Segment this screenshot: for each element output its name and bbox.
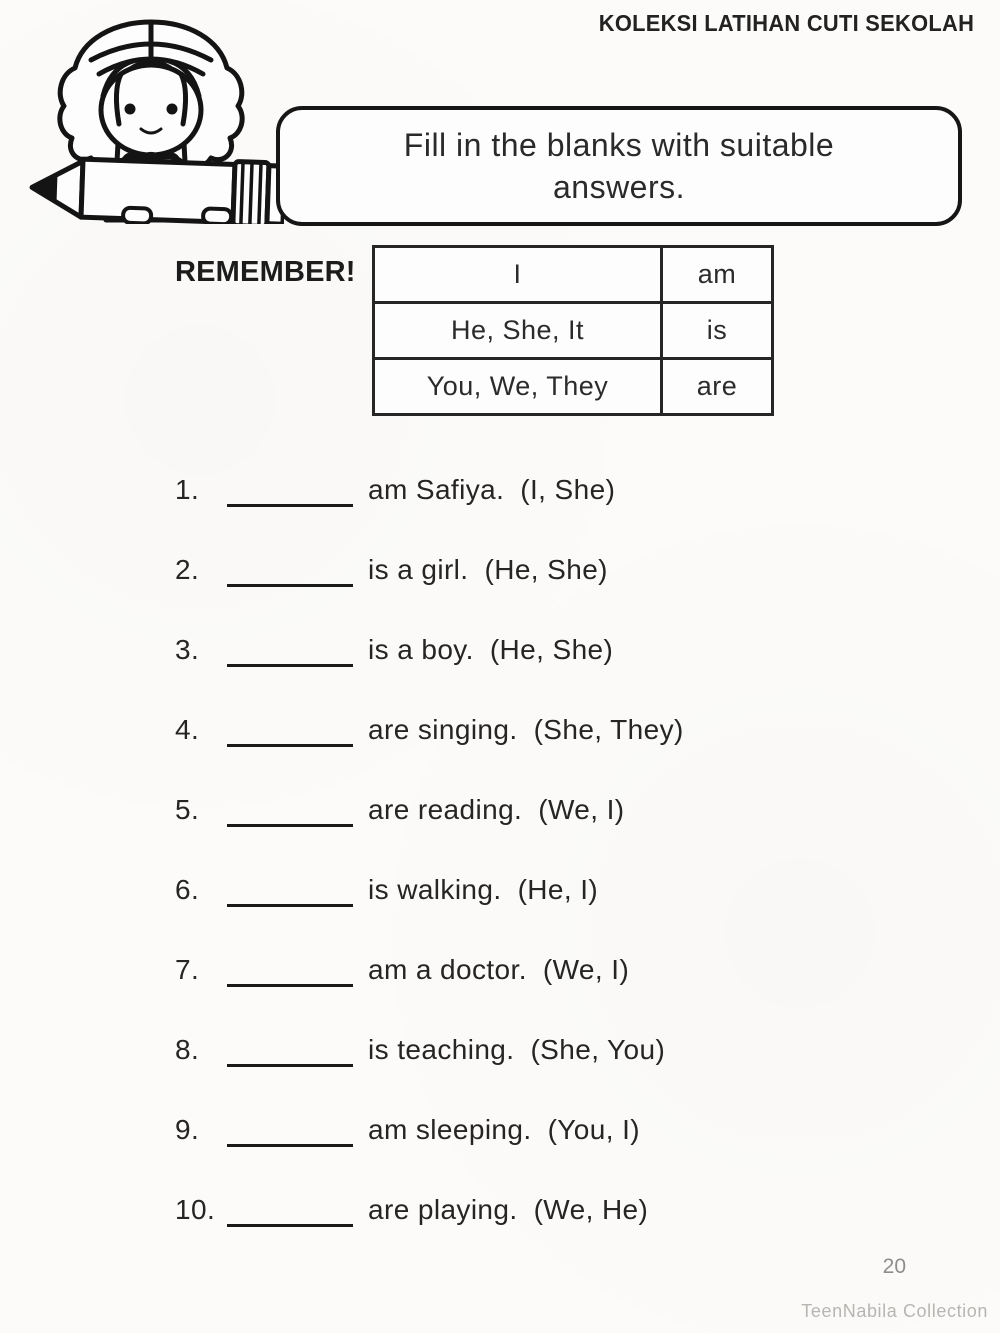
question-options: (We, I) [538, 794, 625, 825]
question-text: are playing. [368, 1194, 518, 1225]
table-row [374, 247, 773, 303]
instruction-line-2: answers. [552, 169, 686, 205]
question-options: (She, They) [533, 714, 684, 745]
watermark-credit: TeenNabila Collection [801, 1301, 988, 1321]
answer-blank-8[interactable] [227, 1034, 353, 1067]
question-row-8 [175, 1010, 895, 1090]
page-number: 20 [882, 1255, 906, 1278]
question-options: (He, She) [489, 634, 614, 665]
answer-blank-3[interactable] [227, 634, 353, 667]
question-number: 2. [175, 554, 200, 585]
subject-cell: You, We, They [374, 359, 662, 415]
question-number: 3. [175, 634, 200, 665]
question-options: (I, She) [520, 474, 616, 505]
question-options: (She, You) [530, 1034, 666, 1065]
answer-blank-7[interactable] [227, 954, 353, 987]
table-row [374, 303, 773, 359]
question-number: 10. [175, 1194, 216, 1225]
verb-cell: is [662, 303, 773, 359]
remember-table [372, 245, 774, 416]
question-text: are reading. [368, 794, 523, 825]
question-list [175, 450, 895, 1250]
question-text: is a girl. [368, 554, 469, 585]
verb-cell: am [662, 247, 773, 303]
question-text: am sleeping. [368, 1114, 532, 1145]
question-row-6 [175, 850, 895, 930]
question-text: is a boy. [368, 634, 474, 665]
question-row-1 [175, 450, 895, 530]
question-row-7 [175, 930, 895, 1010]
question-text: am Safiya. [368, 474, 505, 505]
answer-blank-5[interactable] [227, 794, 353, 827]
answer-blank-1[interactable] [227, 474, 353, 507]
girl-with-pencil-icon [18, 12, 284, 224]
question-row-5 [175, 770, 895, 850]
question-row-10 [175, 1170, 895, 1250]
question-row-9 [175, 1090, 895, 1170]
question-options: (We, He) [533, 1194, 649, 1225]
question-options: (He, She) [484, 554, 608, 585]
pencil-icon [31, 154, 284, 224]
girl-with-pencil-illustration [18, 12, 284, 224]
question-text: is teaching. [368, 1034, 515, 1065]
question-number: 5. [175, 794, 200, 825]
subject-cell: I [374, 247, 662, 303]
question-row-3 [175, 610, 895, 690]
answer-blank-9[interactable] [227, 1114, 353, 1147]
answer-blank-2[interactable] [227, 554, 353, 587]
question-number: 1. [175, 474, 200, 505]
question-text: is walking. [368, 874, 502, 905]
question-options: (We, I) [542, 954, 630, 985]
answer-blank-4[interactable] [227, 714, 353, 747]
instruction-line-1: Fill in the blanks with suitable [403, 126, 835, 163]
question-row-4 [175, 690, 895, 770]
answer-blank-6[interactable] [227, 874, 353, 907]
answer-blank-10[interactable] [227, 1194, 353, 1227]
table-row [374, 359, 773, 415]
question-number: 9. [175, 1114, 200, 1145]
question-number: 8. [175, 1034, 200, 1065]
remember-label: REMEMBER! [175, 256, 356, 288]
question-options: (He, I) [517, 874, 599, 905]
question-text: are singing. [368, 714, 518, 745]
question-number: 6. [175, 874, 200, 905]
subject-cell: He, She, It [374, 303, 662, 359]
instruction-box [276, 106, 962, 226]
question-text: am a doctor. [368, 954, 527, 985]
verb-cell: are [662, 359, 773, 415]
question-row-2 [175, 530, 895, 610]
question-number: 4. [175, 714, 200, 745]
question-number: 7. [175, 954, 200, 985]
question-options: (You, I) [547, 1114, 640, 1145]
page-header-title: KOLEKSI LATIHAN CUTI SEKOLAH [598, 10, 974, 36]
